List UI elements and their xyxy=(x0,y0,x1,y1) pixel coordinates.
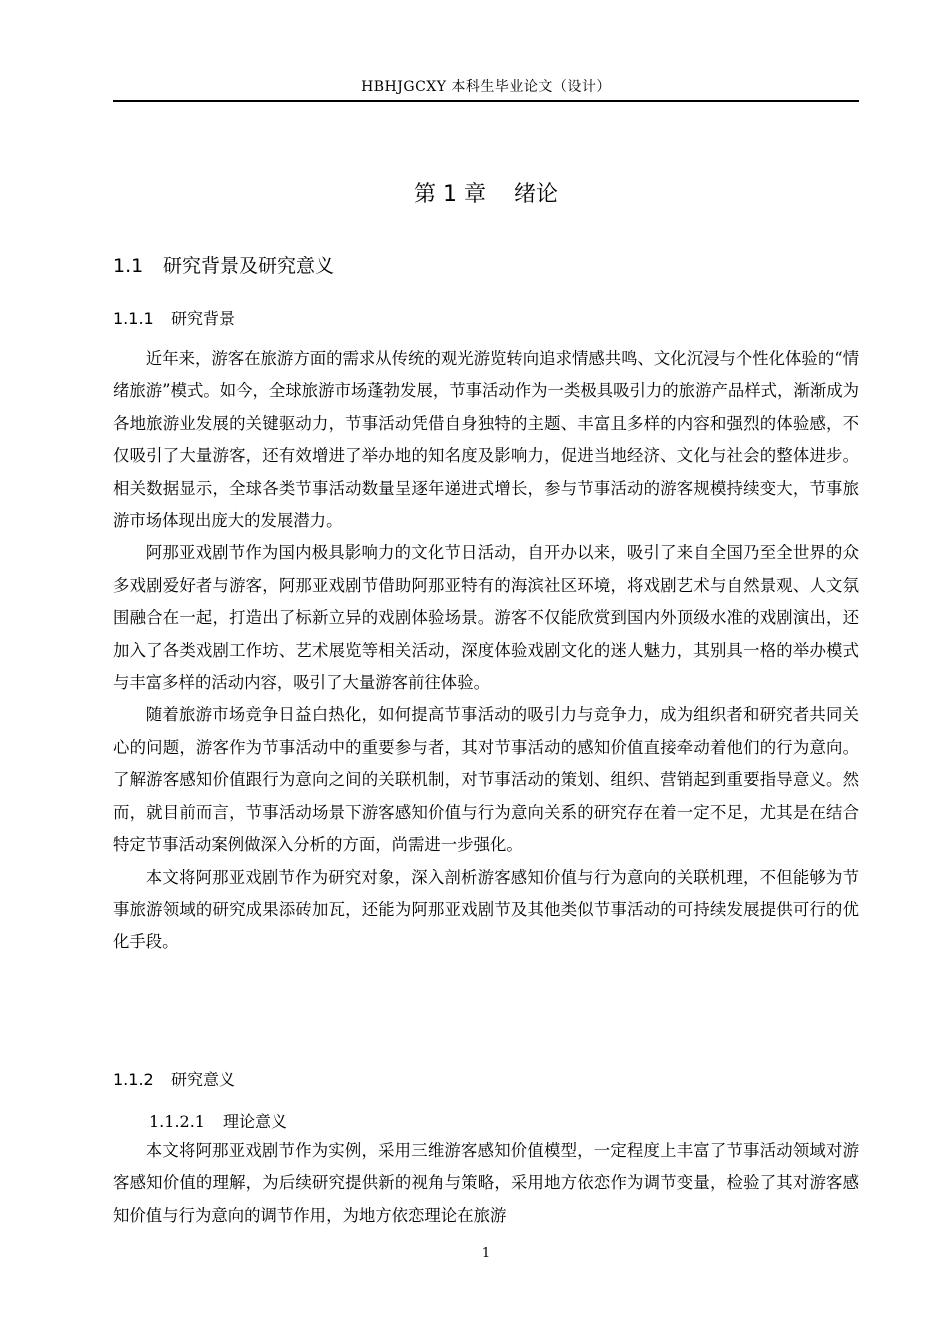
subsection-number: 1.1.1 xyxy=(113,309,154,328)
chapter-name: 绪论 xyxy=(513,182,558,207)
section-heading-1-1 xyxy=(113,253,334,279)
subsection-number: 1.1.2 xyxy=(113,1070,154,1089)
header-rule xyxy=(113,100,859,102)
subsubsection-number: 1.1.2.1 xyxy=(149,1112,205,1131)
paragraph: 本文将阿那亚戏剧节作为研究对象，深入剖析游客感知价值与行为意向的关联机理，不但能够为节事旅游领域的研究成果添砖加瓦，还能为阿那亚戏剧节及其他类似节事活动的可持续发展提供可行的优化手段。 xyxy=(113,867,859,952)
paragraph: 近年来，游客在旅游方面的需求从传统的观光游览转向追求情感共鸣、文化沉浸与个性化体验的“情绪旅游”模式。如今，全球旅游市场蓬勃发展，节事活动作为一类极具吸引力的旅游产品样式，渐渐成为各地旅游业发展的关键驱动力，节事活动凭借自身独特的主题、丰富且多样的内容和强烈的体验感，不仅吸引了大量游客，还有效增进了举办地的知名度及影响力，促进当地经济、文化与社会的整体进步。相关数据显示，全球各类节事活动数量呈逐年递进式增长，参与节事活动的游客规模持续变大，节事旅游市场体现出庞大的发展潜力。 xyxy=(113,349,859,531)
paragraph: 本文将阿那亚戏剧节作为实例，采用三维游客感知价值模型，一定程度上丰富了节事活动领域对游客感知价值的理解，为后续研究提供新的视角与策略，采用地方依恋作为调节变量，检验了其对游客感知价值与行为意向的调节作用，为地方依恋理论在旅游 xyxy=(113,1141,859,1225)
section-heading-1-1-1 xyxy=(113,308,235,330)
section-heading-1-1-2 xyxy=(113,1069,235,1091)
section-title: 研究背景及研究意义 xyxy=(163,255,335,277)
paragraph: 随着旅游市场竞争日益白热化，如何提高节事活动的吸引力与竞争力，成为组织者和研究者共同关心的问题，游客作为节事活动中的重要参与者，其对节事活动的感知价值直接牵动着他们的行为意向。了解游客感知价值跟行为意向之间的关联机制，对节事活动的策划、组织、营销起到重要指导意义。然而，就目前而言，节事活动场景下游客感知价值与行为意向关系的研究存在着一定不足，尤其是在结合特定节事活动案例做深入分析的方面，尚需进一步强化。 xyxy=(113,705,859,855)
chapter-label: 第 1 章 xyxy=(414,182,486,207)
running-header: HBHJGCXY 本科生毕业论文（设计） xyxy=(361,79,611,95)
page-number: 1 xyxy=(481,1246,491,1261)
chapter-title xyxy=(113,180,859,210)
subsection-title: 研究意义 xyxy=(171,1070,236,1089)
subsection-title: 研究背景 xyxy=(171,309,236,328)
research-background-body xyxy=(113,343,859,959)
section-heading-1-1-2-1 xyxy=(149,1111,287,1133)
theoretical-significance-body xyxy=(113,1135,859,1232)
subsubsection-title: 理论意义 xyxy=(223,1112,288,1131)
section-number: 1.1 xyxy=(113,255,144,277)
paragraph: 阿那亚戏剧节作为国内极具影响力的文化节日活动，自开办以来，吸引了来自全国乃至全世界的众多戏剧爱好者与游客，阿那亚戏剧节借助阿那亚特有的海滨社区环境，将戏剧艺术与自然景观、人文氛围融合在一起，打造出了标新立异的戏剧体验场景。游客不仅能欣赏到国内外顶级水准的戏剧演出，还加入了各类戏剧工作坊、艺术展览等相关活动，深度体验戏剧文化的迷人魅力，其别具一格的举办模式与丰富多样的活动内容，吸引了大量游客前往体验。 xyxy=(113,543,859,693)
